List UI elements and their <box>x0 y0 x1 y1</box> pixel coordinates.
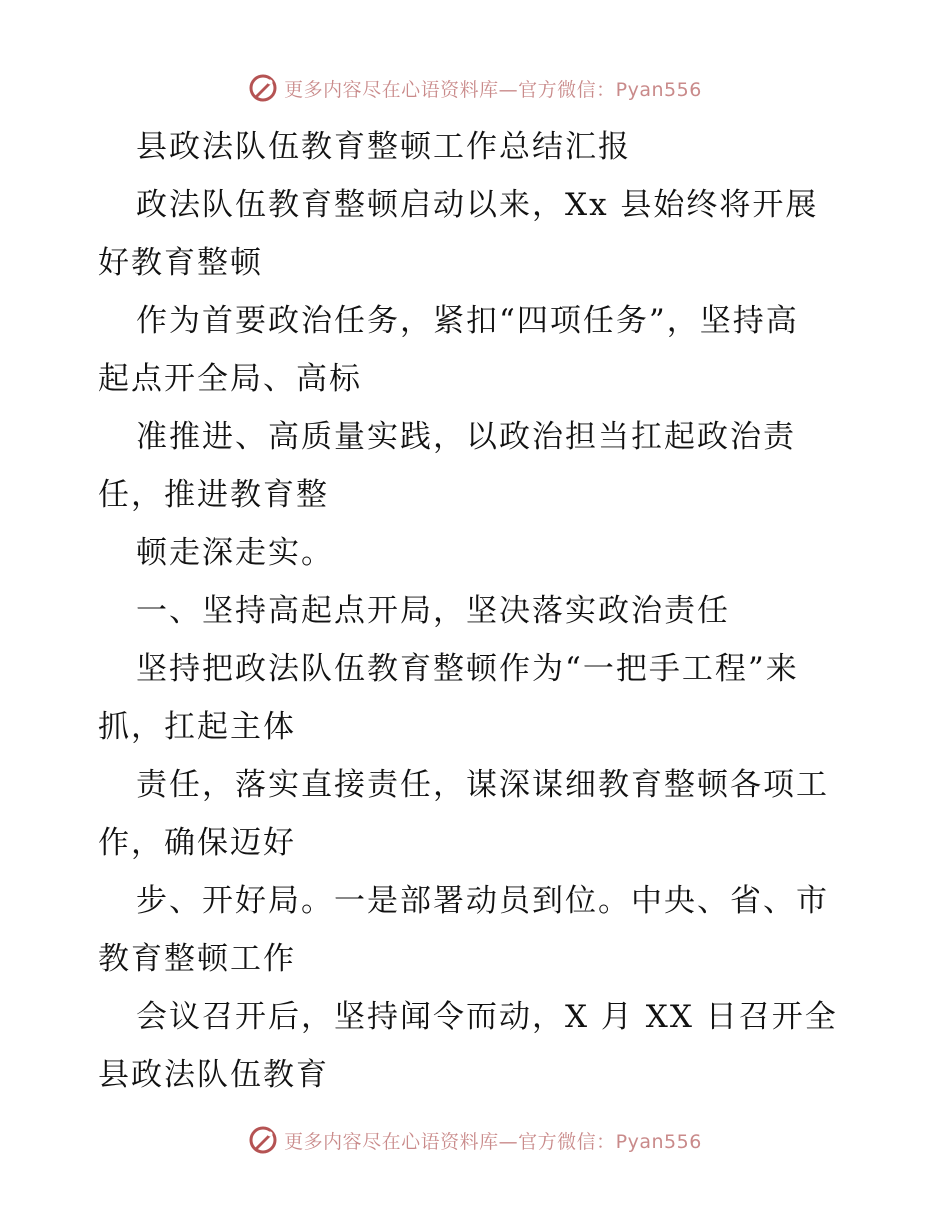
text-line: 作，确保迈好 <box>98 825 296 861</box>
text-line: 会议召开后，坚持闻令而动，X 月 XX 日召开全 <box>136 999 838 1035</box>
watermark-text: 更多内容尽在心语资料库—官方微信：Pyan556 <box>284 78 702 101</box>
text-line: 政法队伍教育整顿启动以来，Xx 县始终将开展 <box>136 187 819 223</box>
text-line: 起点开全局、高标 <box>98 361 362 397</box>
text-line: 好教育整顿 <box>98 245 263 281</box>
feather-pen-logo-icon <box>248 73 278 103</box>
text-line: 抓，扛起主体 <box>98 709 296 745</box>
text-line: 责任，落实直接责任，谋深谋细教育整顿各项工 <box>136 767 829 803</box>
text-line: 任，推进教育整 <box>98 477 329 513</box>
text-line: 步、开好局。一是部署动员到位。中央、省、市 <box>136 883 829 919</box>
text-line: 教育整顿工作 <box>98 941 296 977</box>
feather-pen-logo-icon <box>248 1125 278 1155</box>
text-line: 顿走深走实。 <box>136 535 334 571</box>
text-line: 准推进、高质量实践，以政治担当扛起政治责 <box>136 419 796 455</box>
watermark-banner-bottom <box>0 1120 950 1160</box>
text-line: 一、坚持高起点开局，坚决落实政治责任 <box>136 593 730 629</box>
document-body <box>98 118 858 1104</box>
text-line: 作为首要政治任务，紧扣“四项任务”，坚持高 <box>136 303 799 339</box>
text-line: 县政法队伍教育整顿工作总结汇报 <box>136 129 631 165</box>
text-line: 县政法队伍教育 <box>98 1057 329 1093</box>
watermark-banner-top <box>0 68 950 108</box>
watermark-text: 更多内容尽在心语资料库—官方微信：Pyan556 <box>284 1130 702 1153</box>
text-line: 坚持把政法队伍教育整顿作为“一把手工程”来 <box>136 651 799 687</box>
